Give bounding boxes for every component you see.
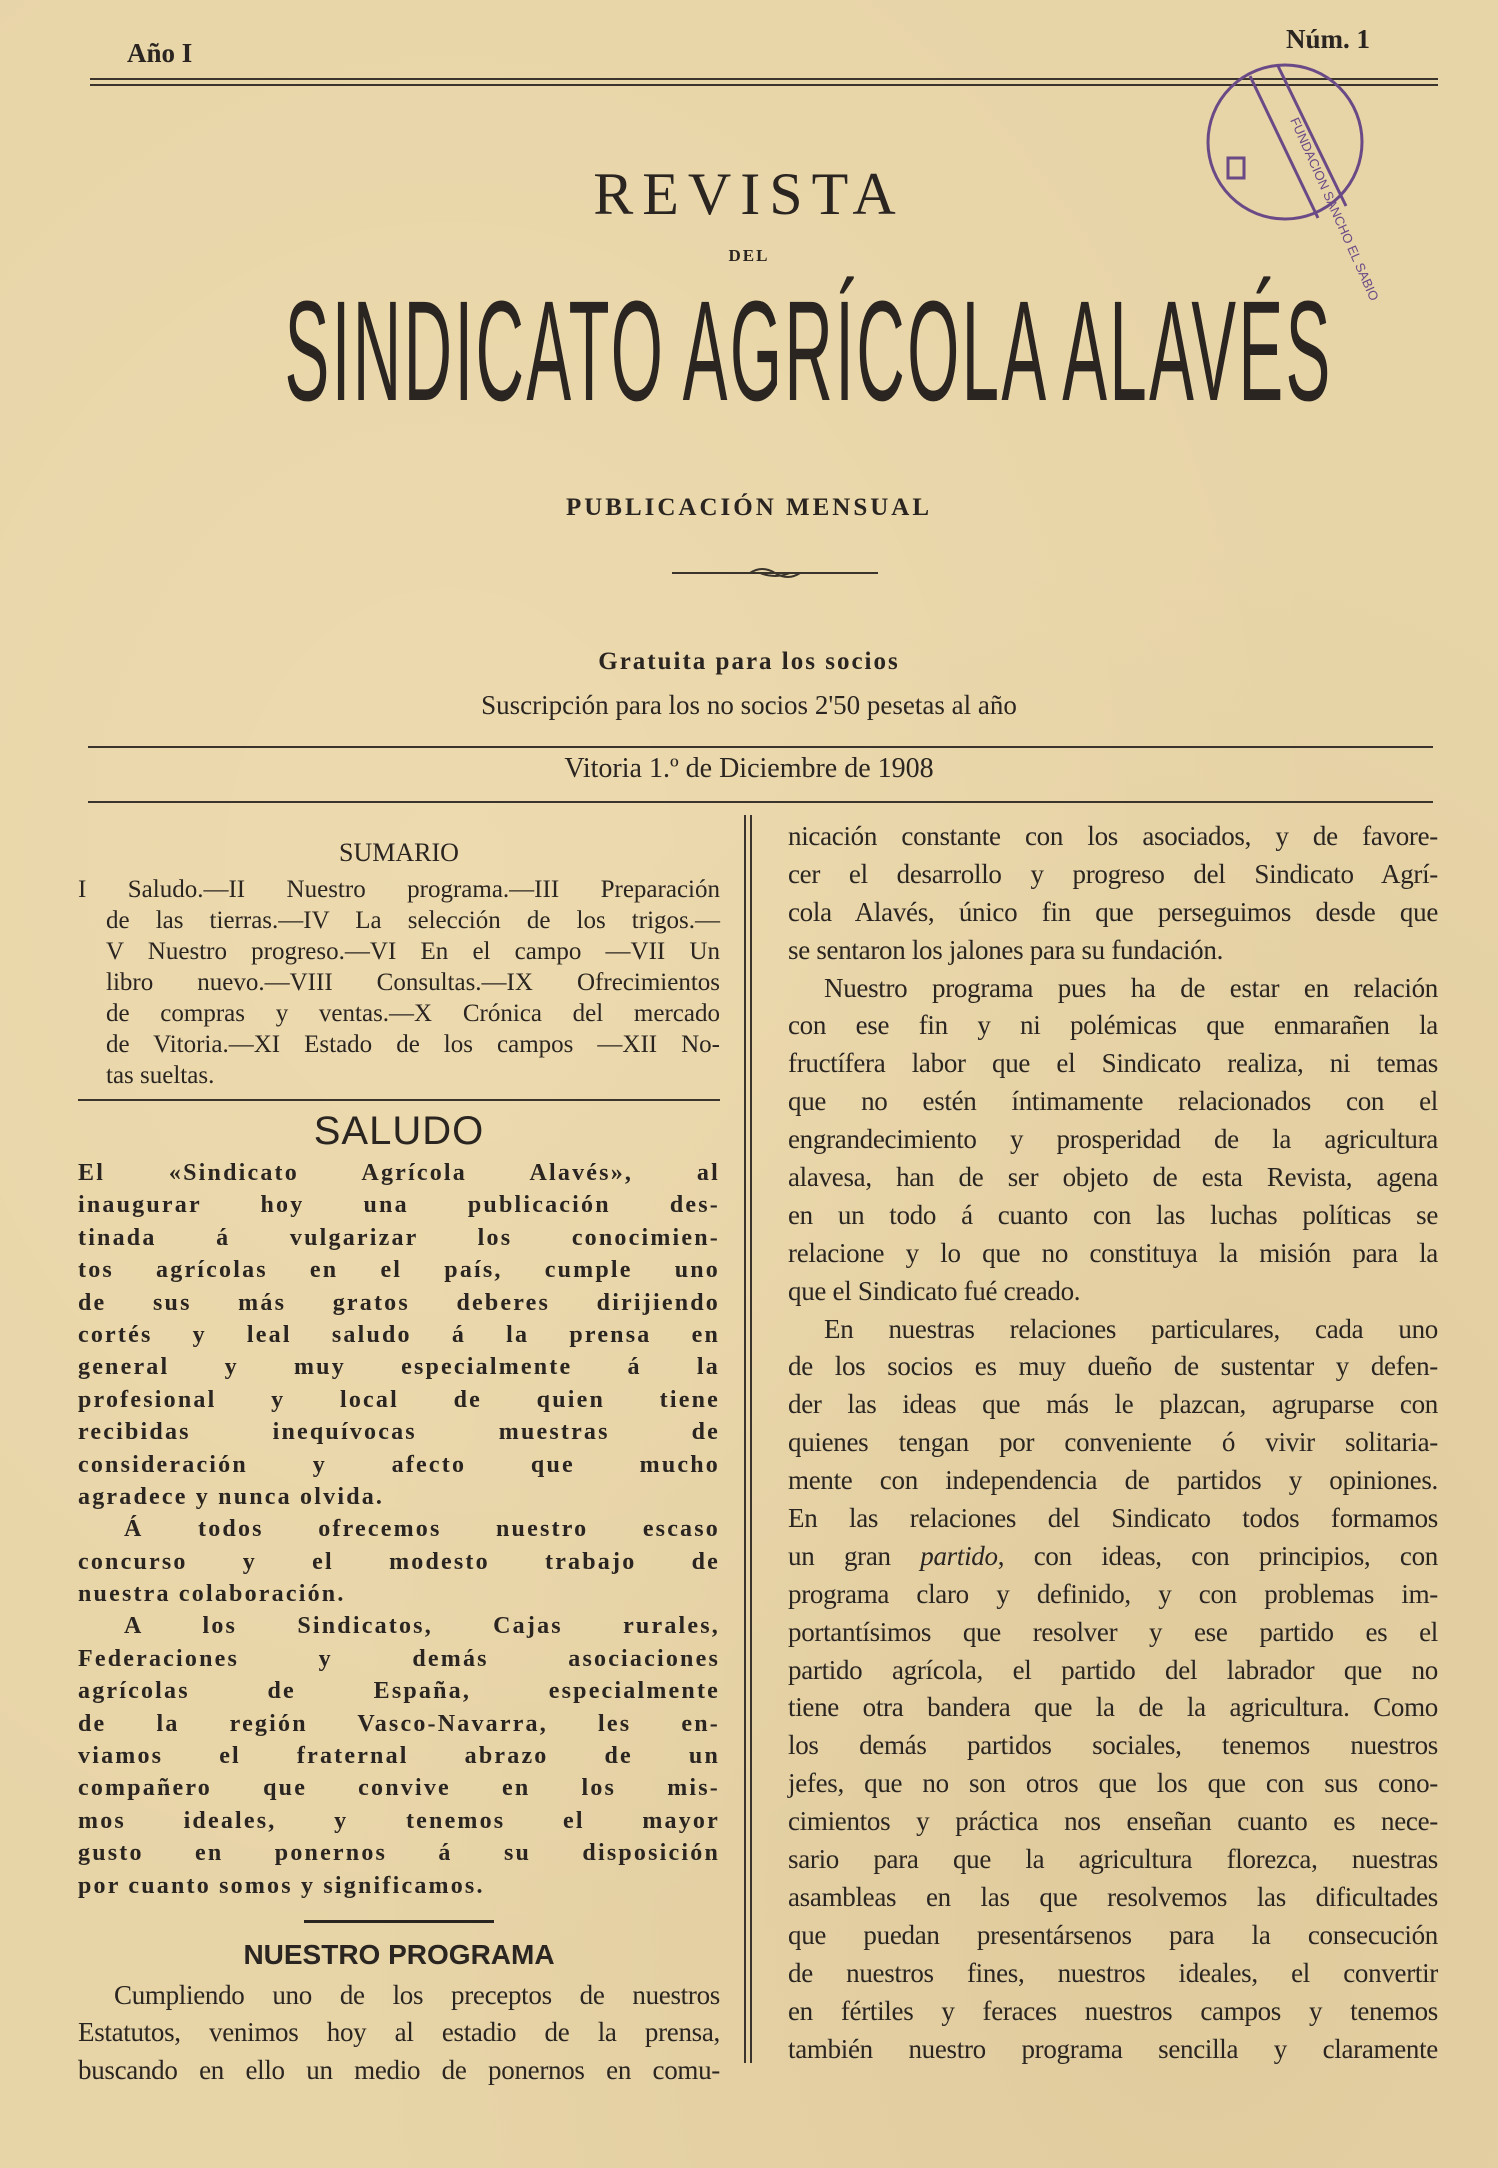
masthead-subtitle: PUBLICACIÓN MENSUAL [565,494,933,521]
date-rule-top [88,746,1433,748]
sumario-title: SUMARIO [339,838,459,867]
text-line: asambleas en las que resolvemos las dificultades [788,1881,1438,1912]
text-line: fructífera labor que el Sindicato realiza, ni temas [788,1048,1438,1079]
text-line: buscando en ello un medio de ponernos en comu- [78,2054,720,2085]
text-line: cer el desarrollo y progreso del Sindicato Agrí- [788,858,1438,889]
programa-title: NUESTRO PROGRAMA [243,1938,555,1970]
text-line: portantísimos que resolver y ese partido es el [788,1616,1438,1647]
sumario-list [78,874,720,1091]
column-divider [744,815,746,2063]
text-line: partido agrícola, el partido del labrador que no [788,1654,1438,1685]
text-line: En las relaciones del Sindicato todos formamos [788,1503,1438,1534]
text-line: de sus más gratos deberes dirijiendo [78,1289,720,1316]
programa-article-start [78,1977,720,2090]
text-line: tiene otra bandera que la de la agricultura. Como [788,1692,1438,1723]
text-line: con ese fin y ni polémicas que enmarañen la [788,1010,1438,1041]
issue-number: Núm. 1 [1286,24,1371,54]
text-line: se sentaron los jalones para su fundación. [788,934,1224,965]
text-line: gusto en ponernos á su disposición [78,1840,720,1867]
text-line: concurso y el modesto trabajo de [78,1548,720,1575]
column-divider [750,815,752,2063]
masthead-del: DEL [728,246,770,265]
text-line: recibidas inequívocas muestras de [78,1419,720,1446]
text-line: mente con independencia de partidos y opiniones. [788,1465,1438,1496]
text-line: A los Sindicatos, Cajas rurales, [124,1613,720,1640]
text-line: En nuestras relaciones particulares, cada uno [824,1313,1438,1344]
text-line: profesional y local de quien tiene [78,1386,720,1413]
text-line: que el Sindicato fué creado. [788,1275,1081,1306]
text-line: engrandecimiento y prosperidad de la agricultura [788,1124,1438,1155]
text-line: alavesa, han de ser objeto de esta Revista, agena [788,1162,1438,1193]
subscription-free-note: Gratuita para los socios [598,648,900,675]
text-line: tinada á vulgarizar los conocimien- [78,1224,720,1251]
text-line: jefes, que no son otros que los que con sus cono- [788,1768,1438,1799]
text-line: nicación constante con los asociados, y de favore- [788,821,1438,851]
sumario-line: V Nuestro progreso.—VI En el campo —VII Un [106,938,720,965]
text-line: cortés y leal saludo á la prensa en [78,1321,720,1348]
saludo-title: SALUDO [313,1109,485,1153]
text-line: viamos el fraternal abrazo de un [78,1743,720,1770]
text-line: quienes tengan por conveniente ó vivir solitaria- [788,1427,1438,1458]
text-line: consideración y afecto que mucho [78,1451,720,1478]
text-line: en un todo á cuanto con las luchas políticas se [788,1199,1438,1230]
sumario-line: tas sueltas. [106,1062,215,1089]
text-line: cola Alavés, único fin que perseguimos desde que [788,896,1438,927]
left-column [78,838,720,2089]
text-line: der las ideas que más le plazcan, agruparse con [788,1389,1438,1420]
text-line: de nuestros fines, nuestros ideales, el convertir [788,1957,1438,1988]
issue-year: Año I [127,38,193,68]
text-line: Federaciones y demás asociaciones [78,1645,720,1672]
text-line: compañero que convive en los mis- [78,1775,720,1802]
text-line: Cumpliendo uno de los preceptos de nuestros [114,1979,720,2010]
text-line: también nuestro programa sencilla y claramente [788,2033,1438,2064]
issue-date: Vitoria 1.º de Diciembre de 1908 [564,753,934,784]
text-line: mos ideales, y tenemos el mayor [78,1807,720,1834]
text-line: agrícolas de España, especialmente [78,1678,720,1705]
text-line: de la región Vasco-Navarra, les en- [78,1710,720,1737]
text-line: El «Sindicato Agrícola Alavés», al [78,1160,720,1186]
programa-article-continued [788,818,1438,2068]
text-line: en fértiles y feraces nuestros campos y tenemos [788,1995,1438,2026]
text-line: los demás partidos sociales, tenemos nuestros [788,1730,1438,1761]
text-line: Nuestro programa pues ha de estar en relación [824,972,1438,1003]
text-line: nuestra colaboración. [78,1581,346,1608]
text-line: que puedan presentársenos para la consecución [788,1919,1438,1950]
text-line: Á todos ofrecemos nuestro escaso [124,1516,720,1543]
subscription-price: Suscripción para los no socios 2'50 pesetas al año [481,690,1017,720]
ornament-divider [672,564,878,582]
text-line: por cuanto somos y significamos. [78,1872,485,1899]
text-line: un gran partido, con ideas, con principios, con [788,1540,1438,1571]
text-line: programa claro y definido, y con problemas im- [788,1578,1438,1609]
text-line: Estatutos, venimos hoy al estadio de la prensa, [78,2017,720,2048]
stamp-text: FUNDACION SANCHO EL SABIO [1287,115,1382,303]
text-line: tos agrícolas en el país, cumple uno [78,1257,720,1284]
sumario-line: de las tierras.—IV La selección de los trigos.— [106,907,720,934]
text-line: sario para que la agricultura florezca, nuestras [788,1844,1438,1875]
text-line: de los socios es muy dueño de sustentar y defen- [788,1351,1438,1382]
sumario-line: de Vitoria.—XI Estado de los campos —XII No- [106,1031,720,1058]
sumario-line: I Saludo.—II Nuestro programa.—III Preparación [78,876,720,903]
text-line: inaugurar hoy una publicación des- [78,1192,720,1219]
text-line: general y muy especialmente á la [78,1354,720,1381]
sumario-line: libro nuevo.—VIII Consultas.—IX Ofrecimientos [106,969,720,996]
text-line: cimientos y práctica nos enseñan cuanto es nece- [788,1806,1438,1837]
right-column [788,818,1438,2068]
text-line: relacione y lo que no constituya la misión para la [788,1237,1438,1268]
saludo-article [78,1157,720,1902]
sumario-line: de compras y ventas.—X Crónica del mercado [106,1000,720,1027]
text-line: que no estén íntimamente relacionados con el [788,1086,1438,1117]
masthead-revista: REVISTA [593,161,905,227]
masthead-title: SINDICATO AGRÍCOLA ALAVÉS [284,270,1333,431]
date-rule-bottom [88,801,1433,803]
text-line: agradece y nunca olvida. [78,1483,385,1510]
article-separator [304,1920,494,1923]
